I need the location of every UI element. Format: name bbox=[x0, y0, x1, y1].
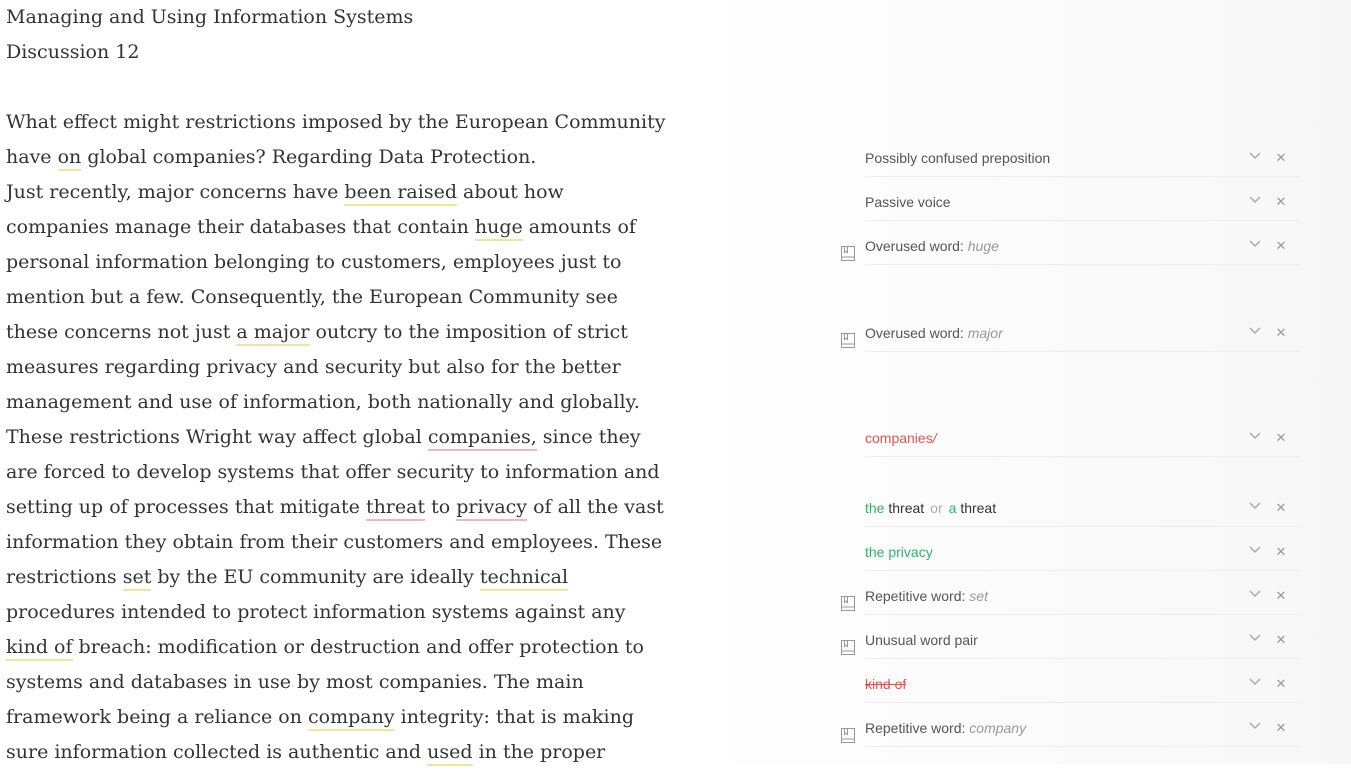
text-segment: global companies? Regarding Data Protection. bbox=[81, 146, 537, 168]
text-segment: Just recently, major concerns have bbox=[6, 181, 345, 203]
close-icon[interactable]: ✕ bbox=[1275, 720, 1287, 735]
flagged-word[interactable]: set bbox=[123, 566, 152, 591]
text-line[interactable] bbox=[6, 105, 696, 140]
text-segment: information they obtain from their customers and employees. These bbox=[6, 531, 663, 553]
suggestion-replacement: companies bbox=[865, 430, 933, 446]
flagged-word[interactable]: a major bbox=[236, 321, 309, 346]
text-segment: these concerns not just bbox=[6, 321, 237, 343]
text-segment: These restrictions Wright way affect global bbox=[6, 426, 428, 448]
close-icon[interactable]: ✕ bbox=[1275, 500, 1287, 515]
chevron-down-icon[interactable] bbox=[1249, 544, 1261, 556]
text-segment: systems and databases in use by most companies. The main bbox=[6, 671, 584, 693]
chevron-down-icon[interactable] bbox=[1249, 238, 1261, 250]
book-icon bbox=[841, 238, 855, 253]
text-segment: companies manage their databases that contain bbox=[6, 216, 475, 238]
chevron-down-icon[interactable] bbox=[1249, 720, 1261, 732]
suggestion-card-repetitive-set[interactable] bbox=[865, 578, 1301, 615]
text-segment: breach: modification or destruction and offer protection to bbox=[72, 636, 644, 658]
chevron-down-icon[interactable] bbox=[1249, 676, 1261, 688]
document-body[interactable] bbox=[6, 105, 696, 770]
suggestion-card-repetitive-company[interactable] bbox=[865, 710, 1301, 747]
suggestion-card-passive-voice[interactable] bbox=[865, 184, 1301, 221]
suggestion-option-2[interactable] bbox=[949, 500, 997, 516]
text-line[interactable] bbox=[6, 455, 696, 490]
flagged-word[interactable]: technical bbox=[480, 566, 568, 591]
text-segment: of all the vast bbox=[527, 496, 664, 518]
book-icon bbox=[841, 632, 855, 647]
text-segment: personal information belonging to customers, employees just to bbox=[6, 251, 622, 273]
suggestion-or: or bbox=[930, 500, 943, 516]
suggestion-article: a bbox=[948, 500, 957, 516]
close-icon[interactable]: ✕ bbox=[1275, 238, 1287, 253]
chevron-down-icon[interactable] bbox=[1249, 325, 1261, 337]
close-icon[interactable]: ✕ bbox=[1275, 194, 1287, 209]
text-line[interactable] bbox=[6, 525, 696, 560]
suggestion-article: the bbox=[865, 500, 885, 516]
chevron-down-icon[interactable] bbox=[1249, 588, 1261, 600]
chevron-down-icon[interactable] bbox=[1249, 632, 1261, 644]
flagged-word[interactable]: on bbox=[58, 146, 82, 171]
text-segment: about how bbox=[457, 181, 564, 203]
suggestion-card-companies[interactable] bbox=[865, 420, 1301, 457]
text-line[interactable] bbox=[6, 385, 696, 420]
flagged-word[interactable]: company bbox=[308, 706, 395, 731]
flagged-word[interactable]: privacy bbox=[456, 496, 527, 521]
suggestions-panel bbox=[835, 0, 1305, 764]
blank-line bbox=[6, 70, 696, 105]
text-segment: restrictions bbox=[6, 566, 123, 588]
chevron-down-icon[interactable] bbox=[1249, 430, 1261, 442]
suggestion-keyword: set bbox=[969, 588, 988, 604]
suggestion-replacement: the privacy bbox=[865, 544, 933, 560]
close-icon[interactable]: ✕ bbox=[1275, 430, 1287, 445]
text-line[interactable] bbox=[6, 735, 696, 770]
text-segment: by the EU community are ideally bbox=[151, 566, 480, 588]
text-line[interactable] bbox=[6, 700, 696, 735]
text-segment: procedures intended to protect information systems against any bbox=[6, 601, 626, 623]
suggestion-keyword: company bbox=[969, 720, 1027, 736]
suggestion-label: Repetitive word: bbox=[865, 588, 966, 604]
suggestion-word: threat bbox=[960, 500, 997, 516]
text-segment: are forced to develop systems that offer security to information and bbox=[6, 461, 660, 483]
close-icon[interactable]: ✕ bbox=[1275, 150, 1287, 165]
book-icon bbox=[841, 720, 855, 735]
text-line[interactable] bbox=[6, 350, 696, 385]
suggestion-label: Overused word: bbox=[865, 325, 964, 341]
text-segment: What effect might restrictions imposed by the European Community bbox=[6, 111, 666, 133]
document-title: Managing and Using Information Systems bbox=[6, 6, 414, 28]
text-line[interactable] bbox=[6, 630, 696, 665]
suggestion-card-preposition[interactable] bbox=[865, 140, 1301, 177]
flagged-word[interactable]: threat bbox=[366, 496, 425, 521]
text-line[interactable] bbox=[6, 560, 696, 595]
chevron-down-icon[interactable] bbox=[1249, 194, 1261, 206]
document-subtitle: Discussion 12 bbox=[6, 41, 140, 63]
suggestion-deletion: kind of bbox=[865, 676, 907, 692]
document-editor[interactable] bbox=[6, 0, 696, 770]
chevron-down-icon[interactable] bbox=[1249, 500, 1261, 512]
text-segment: to bbox=[425, 496, 457, 518]
suggestion-card-overused-major[interactable] bbox=[865, 315, 1301, 352]
text-line[interactable] bbox=[6, 490, 696, 525]
text-segment: in the proper bbox=[472, 741, 606, 763]
suggestion-label: Possibly confused preposition bbox=[865, 150, 1051, 166]
text-line[interactable] bbox=[6, 420, 696, 455]
text-segment: integrity: that is making bbox=[394, 706, 635, 728]
text-segment: amounts of bbox=[522, 216, 636, 238]
close-icon[interactable]: ✕ bbox=[1275, 544, 1287, 559]
text-line[interactable] bbox=[6, 665, 696, 700]
suggestion-label: Unusual word pair bbox=[865, 632, 978, 648]
book-icon bbox=[841, 588, 855, 603]
text-segment: mention but a few. Consequently, the European Community see bbox=[6, 286, 618, 308]
close-icon[interactable]: ✕ bbox=[1275, 632, 1287, 647]
text-line[interactable] bbox=[6, 245, 696, 280]
text-segment: since they bbox=[536, 426, 641, 448]
suggestion-keyword: major bbox=[967, 325, 1003, 341]
text-segment: outcry to the imposition of strict bbox=[309, 321, 628, 343]
text-segment: setting up of processes that mitigate bbox=[6, 496, 366, 518]
suggestion-card-kind-of[interactable] bbox=[865, 666, 1301, 703]
flagged-word[interactable]: kind of bbox=[6, 636, 73, 661]
suggestion-card-overused-huge[interactable] bbox=[865, 228, 1301, 265]
text-line[interactable] bbox=[6, 595, 696, 630]
suggestion-word: threat bbox=[888, 500, 925, 516]
text-segment: sure information collected is authentic and bbox=[6, 741, 428, 763]
suggestion-removal-mark: / bbox=[932, 430, 937, 446]
book-icon bbox=[841, 325, 855, 340]
suggestion-option-1[interactable] bbox=[865, 500, 924, 516]
text-line[interactable] bbox=[6, 280, 696, 315]
suggestion-card-threat[interactable] bbox=[865, 490, 1301, 527]
text-segment: framework being a reliance on bbox=[6, 706, 309, 728]
suggestion-label: Overused word: bbox=[865, 238, 964, 254]
text-segment: management and use of information, both nationally and globally. bbox=[6, 391, 640, 413]
suggestion-card-privacy[interactable] bbox=[865, 534, 1301, 571]
suggestion-label: Passive voice bbox=[865, 194, 951, 210]
close-icon[interactable]: ✕ bbox=[1275, 325, 1287, 340]
chevron-down-icon[interactable] bbox=[1249, 150, 1261, 162]
text-segment: have bbox=[6, 146, 58, 168]
text-line[interactable] bbox=[6, 175, 696, 210]
text-line[interactable] bbox=[6, 210, 696, 245]
suggestion-keyword: huge bbox=[967, 238, 999, 254]
text-line[interactable] bbox=[6, 140, 696, 175]
flagged-word[interactable]: used bbox=[427, 741, 472, 766]
text-line[interactable] bbox=[6, 315, 696, 350]
flagged-word[interactable]: been raised bbox=[344, 181, 457, 206]
flagged-word[interactable]: huge bbox=[475, 216, 523, 241]
close-icon[interactable]: ✕ bbox=[1275, 676, 1287, 691]
suggestion-card-unusual-pair[interactable] bbox=[865, 622, 1301, 659]
suggestion-label: Repetitive word: bbox=[865, 720, 966, 736]
flagged-word[interactable]: companies, bbox=[428, 426, 537, 451]
text-segment: measures regarding privacy and security but also for the better bbox=[6, 356, 621, 378]
close-icon[interactable]: ✕ bbox=[1275, 588, 1287, 603]
